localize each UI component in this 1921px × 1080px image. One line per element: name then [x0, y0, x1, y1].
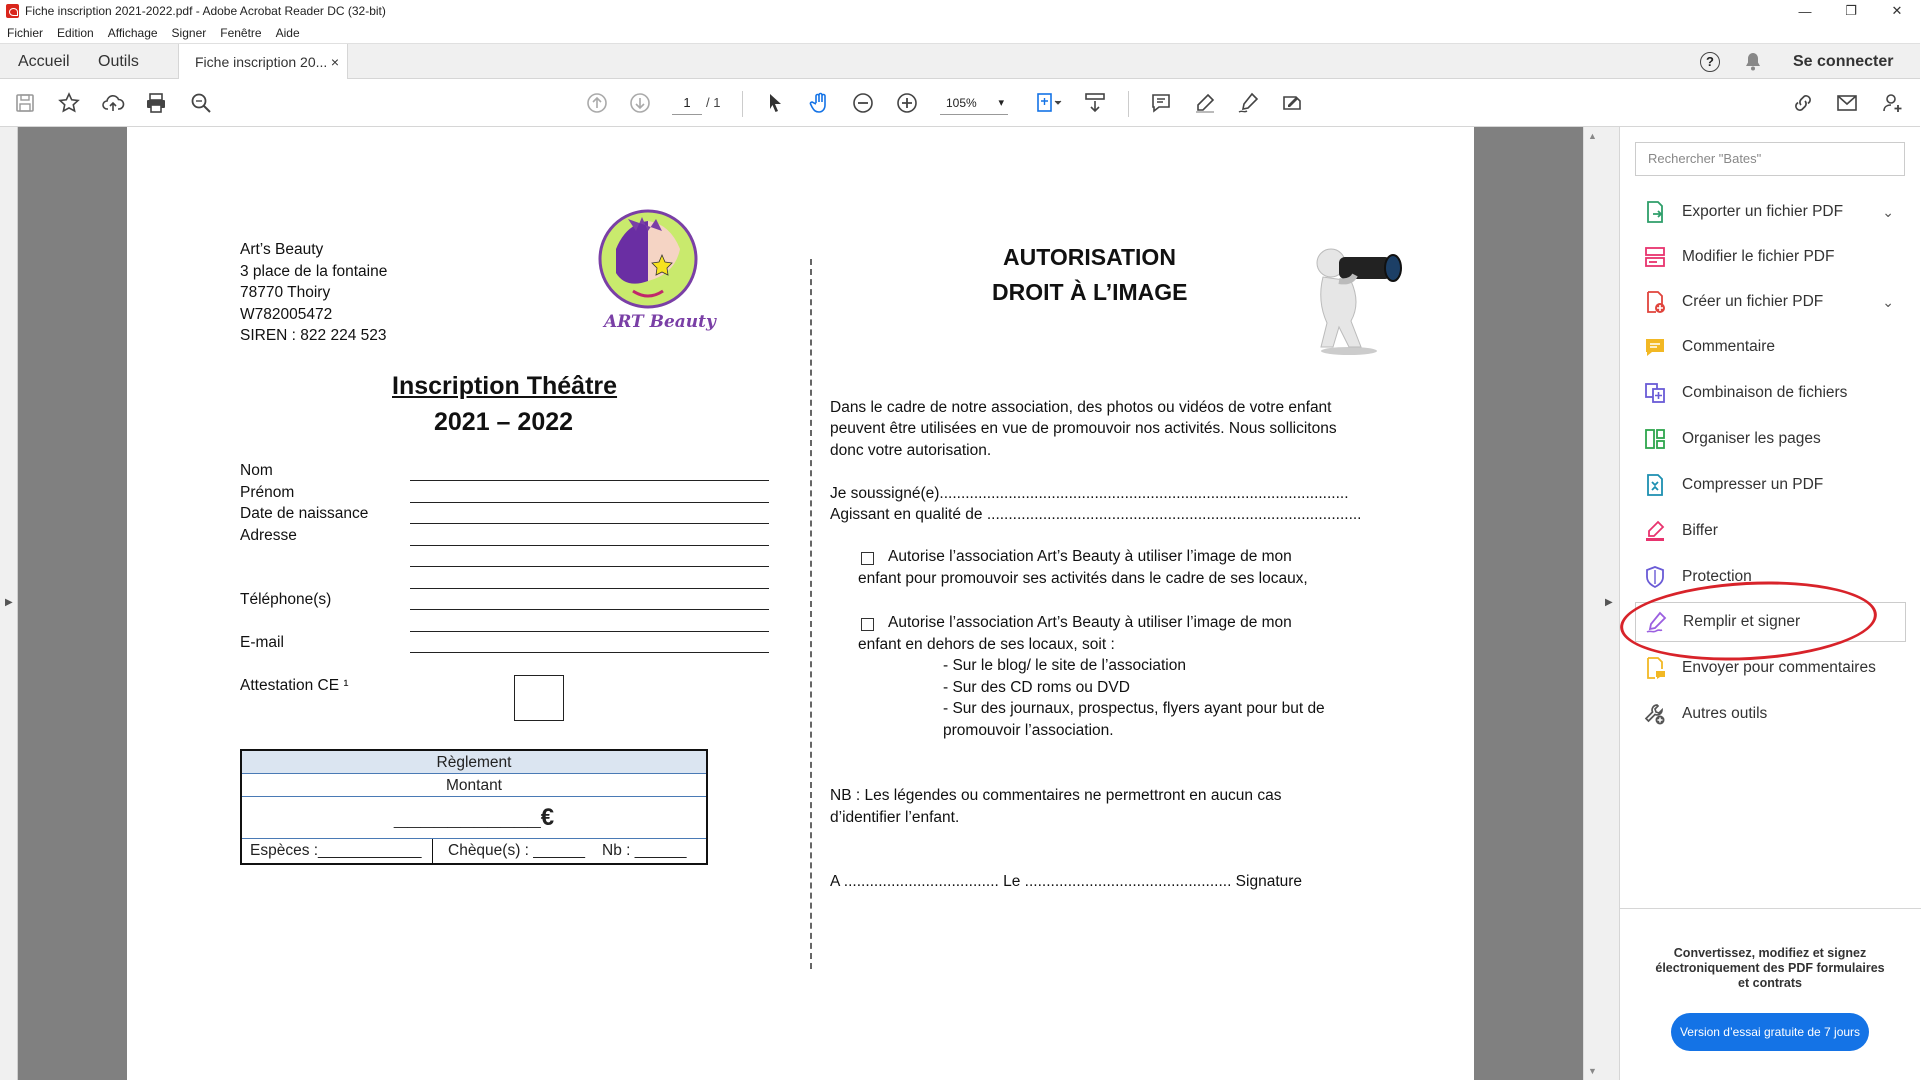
- field-line-adresse-1: [410, 545, 769, 546]
- right-panel-toggle[interactable]: [1600, 127, 1619, 1080]
- compress-pdf-icon: [1642, 472, 1668, 498]
- photographer-figure-illustration: [1309, 243, 1407, 356]
- chevron-down-icon: ⌄: [1882, 203, 1894, 220]
- page-divider: [810, 259, 812, 969]
- field-line-adresse-2: [410, 566, 769, 567]
- label-naissance: Date de naissance: [240, 505, 369, 522]
- sign-in-button[interactable]: Se connecter: [1793, 52, 1894, 70]
- option1-checkbox: [861, 552, 874, 565]
- comment-tool-icon: [1642, 334, 1668, 360]
- option2-line-2: enfant en dehors de ses locaux, soit :: [858, 636, 1115, 653]
- minimize-button[interactable]: —: [1798, 3, 1812, 19]
- org-address-line2: 78770 Thoiry: [240, 284, 331, 301]
- share-link-icon[interactable]: [1788, 89, 1818, 117]
- inscription-title: Inscription Théâtre: [392, 372, 618, 400]
- print-icon[interactable]: [141, 89, 171, 117]
- upload-cloud-icon[interactable]: [98, 89, 128, 117]
- promo-box: [1620, 908, 1921, 1080]
- org-address-line1: 3 place de la fontaine: [240, 263, 388, 280]
- field-line-naissance: [410, 523, 769, 524]
- chevron-down-icon: ⌄: [1882, 293, 1894, 310]
- hand-tool-icon[interactable]: [805, 89, 835, 117]
- para-line-1: Dans le cadre de notre association, des photos ou vidéos de votre enfant: [830, 399, 1332, 416]
- arts-beauty-logo: [598, 209, 716, 337]
- promo-text: Convertissez, modifiez et signez électroniquement des PDF formulaires et contrats: [1655, 946, 1885, 990]
- page-fit-icon[interactable]: [1030, 89, 1068, 117]
- field-line-nom: [410, 480, 769, 481]
- menu-bar: [0, 22, 1920, 43]
- page-number-input[interactable]: 1: [672, 91, 702, 115]
- tab-outils[interactable]: Outils: [98, 52, 139, 70]
- para-line-2: peuvent être utilisées en vue de promouvoir nos activités. Nous sollicitons: [830, 420, 1337, 437]
- option2-line-1: Autorise l’association Art’s Beauty à utiliser l’image de mon: [888, 614, 1292, 631]
- soussigne-line: Je soussigné(e)...............................................................................................: [830, 485, 1349, 502]
- label-prenom: Prénom: [240, 484, 295, 501]
- star-icon[interactable]: [54, 89, 84, 117]
- help-icon[interactable]: ?: [1700, 52, 1720, 72]
- tool-protection[interactable]: Protection: [1642, 557, 1904, 597]
- signature-line: A .................................... Le ................................................ Signature: [830, 873, 1303, 890]
- logo-text: ART Beauty: [604, 312, 716, 332]
- tool-comment[interactable]: Commentaire: [1642, 327, 1904, 367]
- collapse-right-icon: ▶: [1605, 597, 1613, 608]
- field-line-telephone-1: [410, 609, 769, 610]
- menu-aide[interactable]: Aide: [275, 25, 300, 40]
- document-tab-label: Fiche inscription 20...: [195, 54, 328, 70]
- free-trial-button[interactable]: Version d’essai gratuite de 7 jours: [1671, 1013, 1869, 1051]
- close-window-button[interactable]: ✕: [1891, 3, 1903, 18]
- payment-cheques: Chèque(s) : ______: [448, 842, 586, 859]
- attestation-checkbox: [514, 675, 564, 721]
- menu-fenetre[interactable]: Fenêtre: [220, 25, 262, 40]
- send-comments-icon: [1642, 655, 1668, 681]
- nb-line-1: NB : Les légendes ou commentaires ne permettront en aucun cas: [830, 787, 1282, 804]
- zoom-level-select[interactable]: 105% ▾: [940, 91, 1008, 115]
- vertical-scrollbar[interactable]: ▲ ▼: [1583, 127, 1600, 1080]
- tab-accueil[interactable]: Accueil: [18, 52, 70, 70]
- next-page-icon[interactable]: [625, 89, 655, 117]
- maximize-button[interactable]: ❐: [1845, 3, 1857, 18]
- title-bar: [0, 0, 1920, 22]
- menu-signer[interactable]: Signer: [171, 25, 207, 40]
- droit-image-title: DROIT À L’IMAGE: [992, 279, 1188, 305]
- zoom-search-icon[interactable]: [186, 89, 216, 117]
- pdf-page: [127, 127, 1474, 1080]
- window-title: Fiche inscription 2021-2022.pdf - Adobe Acrobat Reader DC (32-bit): [25, 4, 386, 18]
- save-icon[interactable]: [10, 89, 40, 117]
- field-line-adresse-3: [410, 588, 769, 589]
- tool-export-pdf[interactable]: Exporter un fichier PDF ⌄: [1642, 192, 1904, 232]
- comment-icon[interactable]: [1146, 89, 1176, 117]
- redact-pen-icon: [1642, 518, 1668, 544]
- nb-line-2: d’identifier l’enfant.: [830, 809, 960, 826]
- field-line-email: [410, 652, 769, 653]
- payment-header: Règlement: [242, 751, 706, 774]
- option1-line-1: Autorise l’association Art’s Beauty à utiliser l’image de mon: [888, 548, 1292, 565]
- tool-combine-files[interactable]: Combinaison de fichiers: [1642, 373, 1904, 413]
- fill-sign-icon[interactable]: [1277, 89, 1307, 117]
- acrobat-app-icon: [6, 4, 19, 18]
- tool-edit-pdf[interactable]: Modifier le fichier PDF: [1642, 237, 1904, 277]
- payment-amount-euro: ___________€: [242, 797, 706, 839]
- tool-compress-pdf[interactable]: Compresser un PDF: [1642, 465, 1904, 505]
- tool-send-for-comments[interactable]: Envoyer pour commentaires: [1642, 648, 1904, 688]
- menu-fichier[interactable]: Fichier: [7, 25, 44, 40]
- scroll-mode-icon[interactable]: [1080, 89, 1110, 117]
- option2-checkbox: [861, 618, 874, 631]
- option1-line-2: enfant pour promouvoir ses activités dans le cadre de ses locaux,: [858, 570, 1308, 587]
- tab-document[interactable]: [178, 44, 348, 80]
- combine-files-icon: [1642, 380, 1668, 406]
- menu-edition[interactable]: Edition: [57, 25, 94, 40]
- bullet-cd: - Sur des CD roms ou DVD: [943, 679, 1130, 696]
- field-line-telephone-2: [410, 631, 769, 632]
- close-tab-icon[interactable]: ×: [330, 54, 339, 70]
- sign-pen-icon[interactable]: [1233, 89, 1263, 117]
- payment-table: [240, 749, 708, 865]
- organize-pages-icon: [1642, 426, 1668, 452]
- autorisation-title: AUTORISATION: [1003, 244, 1176, 270]
- email-icon[interactable]: [1832, 89, 1862, 117]
- para-line-3: donc votre autorisation.: [830, 442, 992, 459]
- shield-icon: [1642, 564, 1668, 590]
- qualite-line: Agissant en qualité de .......................................................................................: [830, 506, 1362, 523]
- payment-cell-divider: [432, 839, 433, 863]
- menu-affichage[interactable]: Affichage: [107, 25, 158, 40]
- label-email: E-mail: [240, 634, 284, 651]
- tool-fill-and-sign[interactable]: Remplir et signer: [1635, 602, 1906, 642]
- field-line-prenom: [410, 502, 769, 503]
- payment-amount-label: Montant: [242, 774, 706, 797]
- org-name: Art’s Beauty: [240, 241, 324, 258]
- edit-pdf-icon: [1642, 244, 1668, 270]
- expand-left-icon: ▶: [5, 597, 13, 608]
- label-telephone: Téléphone(s): [240, 591, 332, 608]
- create-pdf-icon: [1642, 289, 1668, 315]
- tab-bar: [0, 43, 1920, 79]
- payment-especes: Espèces :____________: [250, 842, 422, 859]
- page-total: / 1: [706, 95, 721, 110]
- zoom-out-icon[interactable]: [848, 89, 878, 117]
- highlight-pen-icon[interactable]: [1190, 89, 1220, 117]
- add-user-icon[interactable]: [1878, 89, 1908, 117]
- tool-organize-pages[interactable]: Organiser les pages: [1642, 419, 1904, 459]
- label-adresse: Adresse: [240, 527, 297, 544]
- bullet-journaux: - Sur des journaux, prospectus, flyers ayant pour but de: [943, 700, 1325, 717]
- previous-page-icon[interactable]: [582, 89, 612, 117]
- main-toolbar: [0, 79, 1920, 127]
- bullet-journaux-cont: promouvoir l’association.: [943, 722, 1114, 739]
- tool-create-pdf[interactable]: Créer un fichier PDF ⌄: [1642, 282, 1904, 322]
- notification-bell-icon[interactable]: [1744, 52, 1762, 72]
- tool-redact[interactable]: Biffer: [1642, 511, 1904, 551]
- wrench-icon: [1642, 701, 1668, 727]
- org-siren: SIREN : 822 224 523: [240, 327, 387, 344]
- bullet-blog: - Sur le blog/ le site de l’association: [943, 657, 1186, 674]
- export-pdf-icon: [1642, 199, 1668, 225]
- inscription-year: 2021 – 2022: [434, 408, 574, 436]
- zoom-in-icon[interactable]: [892, 89, 922, 117]
- org-code: W782005472: [240, 306, 333, 323]
- label-attestation: Attestation CE ¹: [240, 677, 349, 694]
- tool-more-tools[interactable]: Autres outils: [1642, 694, 1904, 734]
- payment-nb: Nb : ______: [602, 842, 687, 859]
- left-panel-toggle[interactable]: [0, 127, 18, 1080]
- select-cursor-icon[interactable]: [760, 89, 790, 117]
- label-nom: Nom: [240, 462, 273, 479]
- tools-search-input[interactable]: Rechercher "Bates": [1635, 142, 1905, 176]
